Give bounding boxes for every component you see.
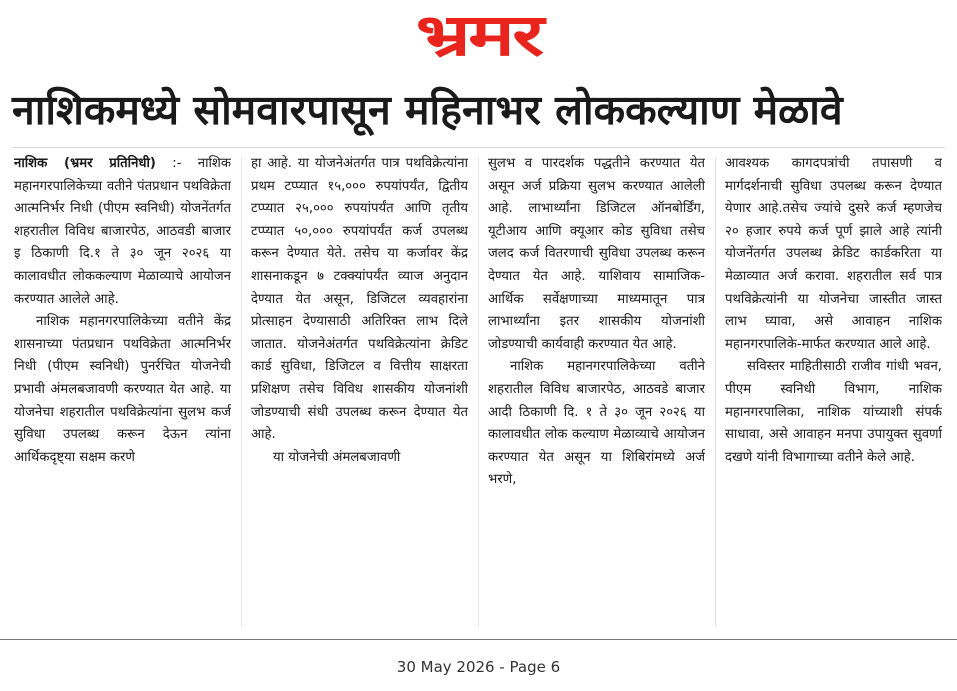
article-paragraph: हा आहे. या योजनेअंतर्गत पात्र पथविक्रेत्यांना प्रथम टप्प्यात १५,००० रुपयांपर्यंत, द्वितीय टप्प्यात २५,००० रुपयांपर्यंत आणि तृतीय टप्प्यात ५०,००० रुपयांपर्यंत कर्ज उपलब्ध करून देण्यात येते. तसेच या कर्जावर केंद्र शासनाकडून ७ टक्क्यांपर्यंत व्याज अनुदान देण्यात येत असून, डिजिटल व्यवहारांना प्रोत्साहन देण्यासाठी अतिरिक्त लाभ दिले जातात. योजनेअंतर्गत पथविक्रेत्यांना क्रेडिट कार्ड सुविधा, डिजिटल व वित्तीय साक्षरता प्रशिक्षण तसेच विविध शासकीय योजनांशी जोडण्याची संधी उपलब्ध करून देण्यात येत आहे.: [251, 156, 468, 443]
article-column-3: [488, 153, 705, 631]
article-column-1: [14, 153, 231, 631]
article-paragraph: सविस्तर माहितीसाठी राजीव गांधी भवन, पीएम स्वनिधी विभाग, नाशिक महानगरपालिका, नाशिक यांच्याशी संपर्क साधावा, असे आवाहन मनपा उपायुक्त सुवर्णा दखणे यांनी विभागाच्या वतीने केले आहे.: [725, 359, 942, 465]
article-body: [14, 153, 942, 631]
article-paragraph: सुलभ व पारदर्शक पद्धतीने करण्यात येत असून अर्ज प्रक्रिया सुलभ करण्यात आलेली आहे. लाभार्थ्यांना डिजिटल ऑनबोर्डिंग, यूटीआय आणि क्यूआर कोड सुविधा तसेच जलद कर्ज वितरणाची सुविधा उपलब्ध करून देण्यात येत आहे. याशिवाय सामाजिक-आर्थिक सर्वेक्षणाच्या माध्यमातून पात्र लाभार्थ्यांना इतर शासकीय योजनांशी जोडण्याची कार्यवाही करण्यात येत आहे.: [488, 156, 705, 352]
article-paragraph: या योजनेची अंमलबजावणी: [273, 449, 401, 465]
article-dateline: नाशिक (भ्रमर प्रतिनिधी): [14, 156, 156, 171]
page-footer: 30 May 2026 - Page 6: [396, 658, 561, 676]
article-paragraph-text: :- नाशिक महानगरपालिकेच्या वतीने पंतप्रधान पथविक्रेता आत्मनिर्भर निधी (पीएम स्वनिधी) योजनेंतर्गत शहरातील विविध बाजारपेठ, आठवडी बाजार इ ठिकाणी दि.१ ते ३० जून २०२६ या कालावधीत लोककल्याण मेळाव्याचे आयोजन करण्यात आलेले आहे.: [14, 156, 231, 307]
article-paragraph: नाशिक महानगरपालिकेच्या वतीने शहरातील विविध बाजारपेठ, आठवडे बाजार आदी ठिकाणी दि. १ ते ३० जून २०२६ या कालावधीत लोक कल्याण मेळाव्याचे आयोजन करण्यात येत असून या शिबिरांमध्ये अर्ज भरणे,: [488, 359, 705, 488]
headline-divider: [12, 147, 945, 148]
masthead: [0, 0, 957, 70]
column-divider: [715, 157, 716, 627]
column-divider: [241, 157, 242, 627]
article-paragraph: [14, 153, 231, 311]
column-divider: [478, 157, 479, 627]
article-column-2: [251, 153, 468, 631]
article-paragraph: नाशिक महानगरपालिकेच्या वतीने केंद्र शासनाच्या पंतप्रधान पथविक्रेता आत्मनिर्भर निधी (पीएम स्वनिधी) पुनर्रचित योजनेची प्रभावी अंमलबजावणी करण्यात येत आहे. या योजनेचा शहरातील पथविक्रेत्यांना सुलभ कर्ज सुविधा उपलब्ध करून देऊन त्यांना आर्थिकदृष्ट्या सक्षम करणे: [14, 314, 231, 465]
newspaper-logo: भ्रमर: [415, 1, 542, 69]
article-headline: नाशिकमध्ये सोमवारपासून महिनाभर लोककल्याण मेळावे: [12, 86, 843, 134]
article-paragraph: आवश्यक कागदपत्रांची तपासणी व मार्गदर्शनाची सुविधा उपलब्ध करून देण्यात येणार आहे.तसेच ज्यांचे दुसरे कर्ज म्हणजेच २० हजार रुपये कर्ज पूर्ण झाले आहे त्यांनी योजनेंतर्गत उपलब्ध क्रेडिट कार्डकरिता या मेळाव्यात अर्ज करावा. शहरातील सर्व पात्र पथविक्रेत्यांनी या योजनेचा जास्तीत जास्त लाभ घ्यावा, असे आवाहन नाशिक महानगरपालिके-मार्फत करण्यात आले आहे.: [725, 156, 942, 352]
article-column-4: [725, 153, 942, 631]
footer-divider: [0, 639, 957, 640]
